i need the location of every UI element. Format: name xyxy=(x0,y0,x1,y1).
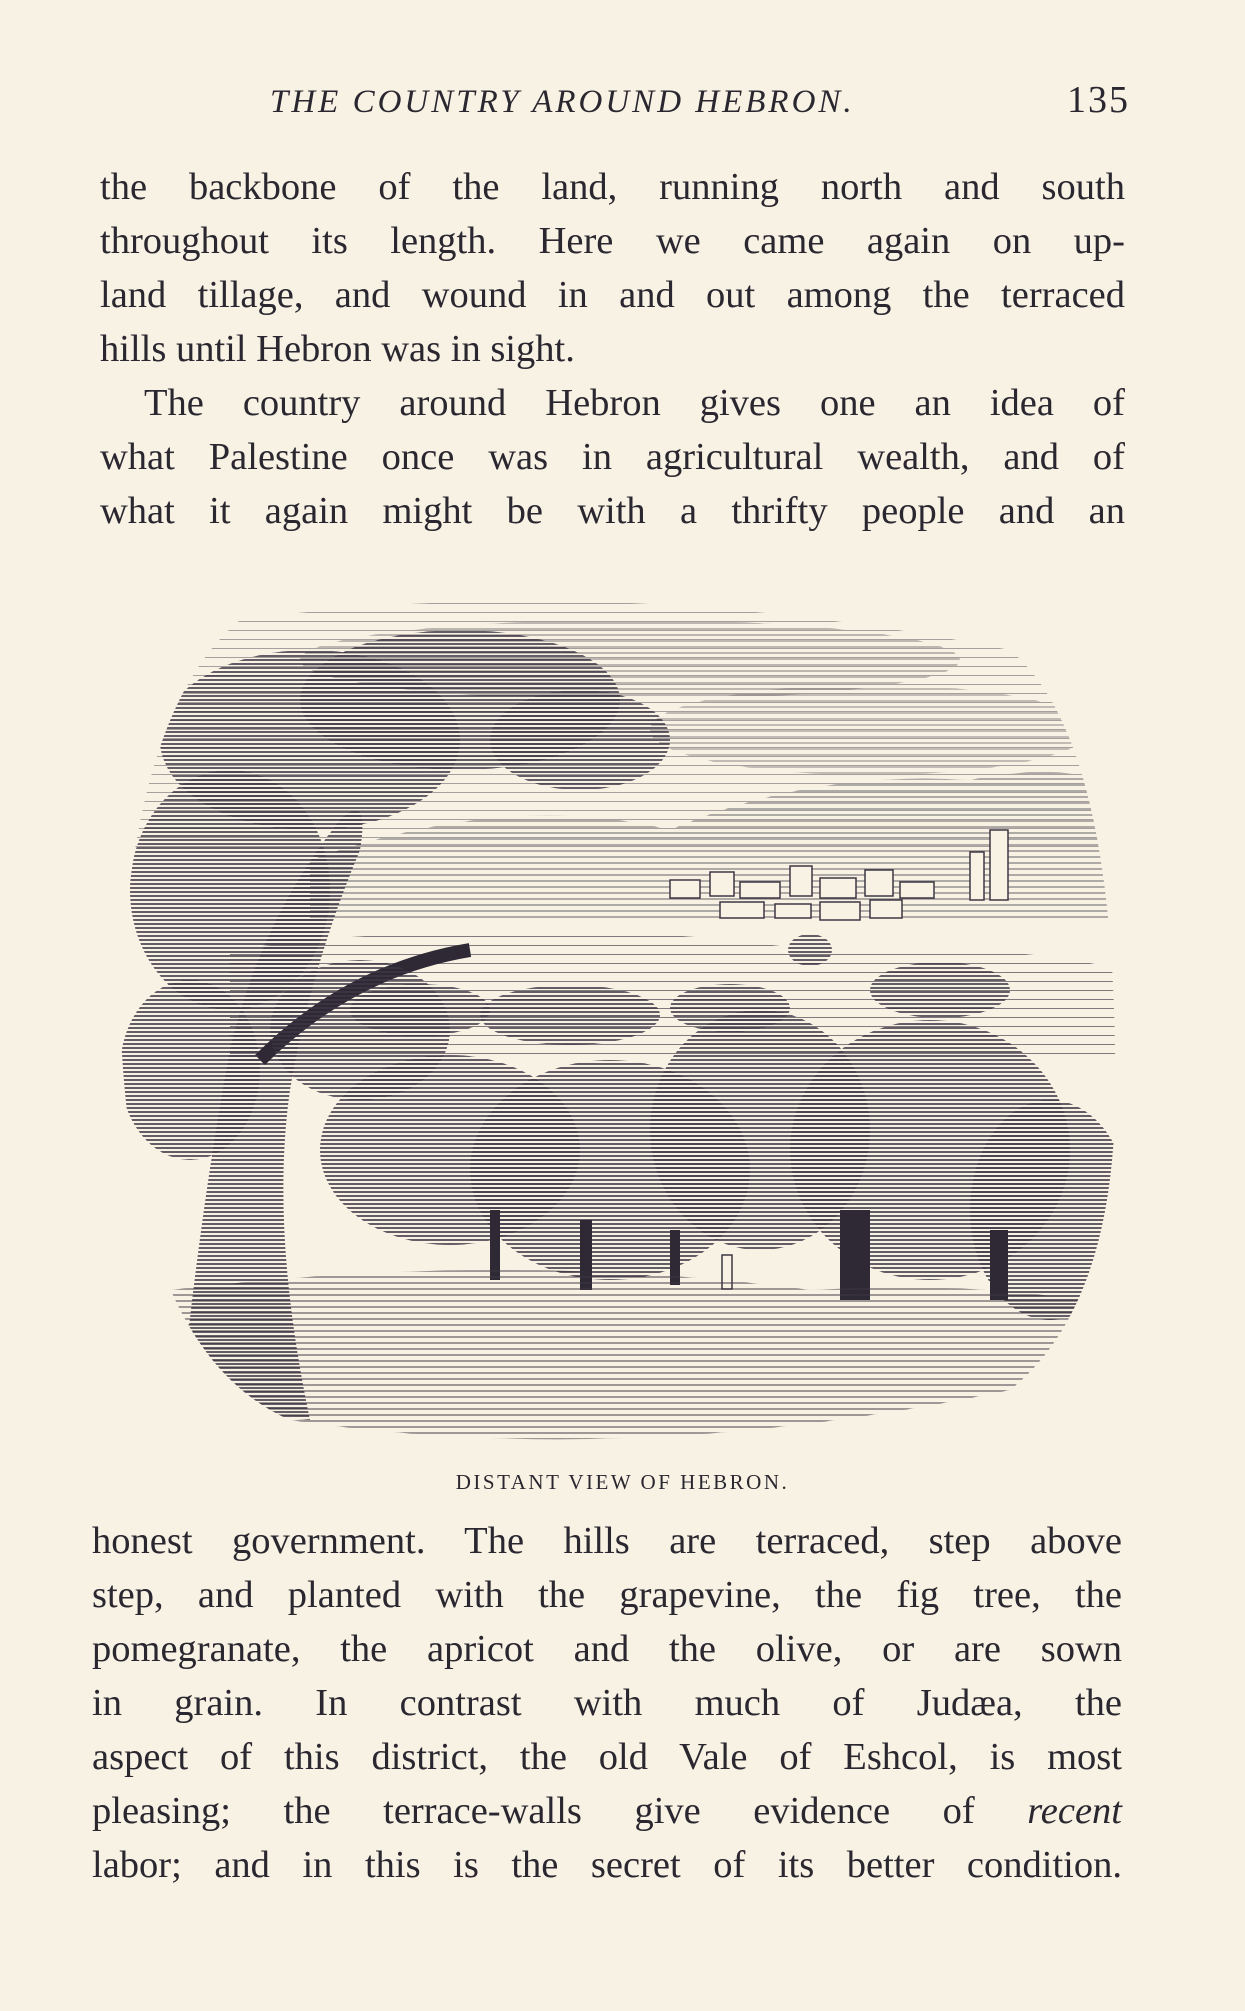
engraving-illustration xyxy=(110,590,1125,1460)
text-line: honest government. The hills are terraced, step above xyxy=(92,1520,1122,1562)
text-line: what it again might be with a thrifty people and an xyxy=(100,490,1125,532)
text-line: land tillage, and wound in and out among the terraced xyxy=(100,274,1125,316)
text-line: in grain. In contrast with much of Judæa, the xyxy=(92,1682,1122,1724)
text-line: step, and planted with the grapevine, the fig tree, the xyxy=(92,1574,1122,1616)
figure-caption: DISTANT VIEW OF HEBRON. xyxy=(455,1470,790,1494)
page-number: 135 xyxy=(1067,79,1130,121)
running-title: THE COUNTRY AROUND HEBRON. xyxy=(270,84,855,120)
paragraph-bottom xyxy=(92,1514,1122,1892)
text-line: aspect of this district, the old Vale of Eshcol, is most xyxy=(92,1736,1122,1778)
text-line: what Palestine once was in agricultural wealth, and of xyxy=(100,436,1125,478)
text-line-italic xyxy=(92,1784,1122,1838)
running-head xyxy=(270,78,1130,128)
text-line: labor; and in this is the secret of its better condition. xyxy=(92,1844,1122,1886)
text-segment: pleasing; the terrace-walls give evidence of xyxy=(92,1790,1028,1832)
text-line: pomegranate, the apricot and the olive, or are sown xyxy=(92,1628,1122,1670)
text-line: throughout its length. Here we came again on up- xyxy=(100,220,1125,262)
paragraph-top xyxy=(100,160,1125,538)
text-line: hills until Hebron was in sight. xyxy=(100,328,575,370)
text-line: the backbone of the land, running north and south xyxy=(100,166,1125,208)
text-line: The country around Hebron gives one an idea of xyxy=(144,382,1125,424)
italic-word: recent xyxy=(1027,1790,1122,1832)
